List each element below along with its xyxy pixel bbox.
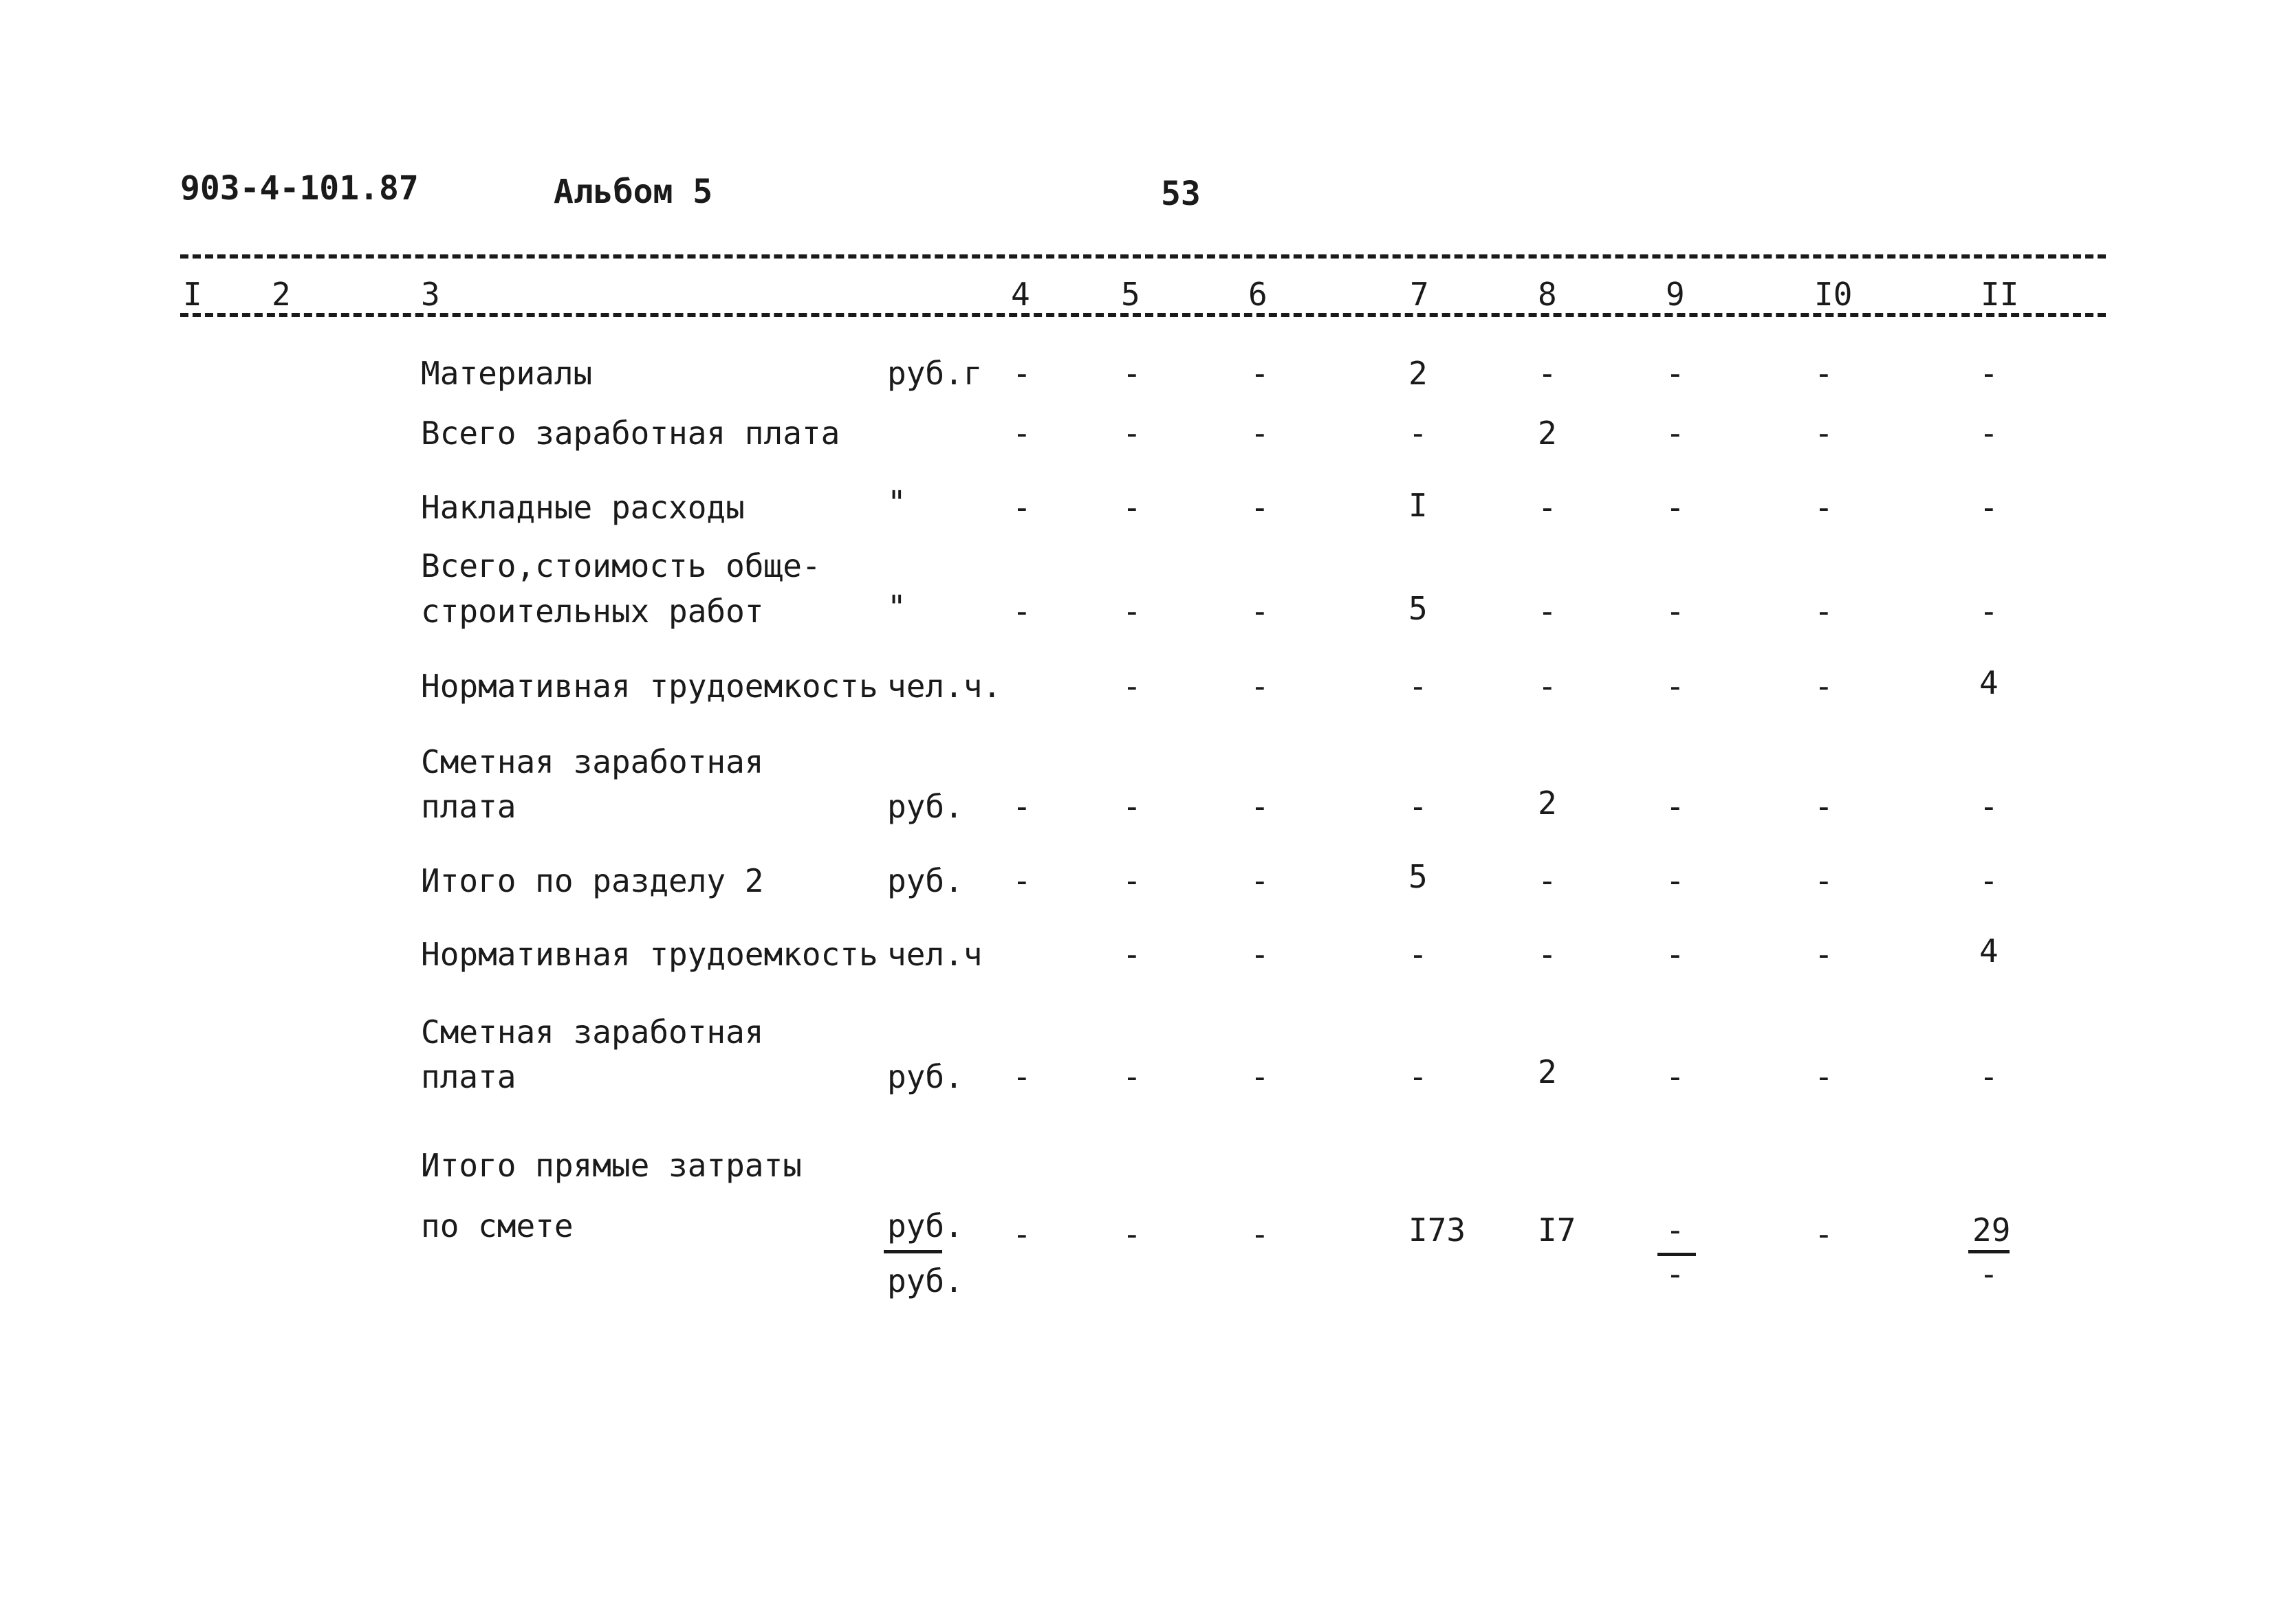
col-number-5: 5 (1121, 276, 1140, 313)
row-label: плата (421, 788, 516, 825)
cell-col10: - (1814, 593, 1833, 630)
cell-col7: - (1408, 1058, 1428, 1095)
row-unit-2: руб. (887, 1262, 964, 1299)
cell-col6: - (1250, 355, 1270, 392)
row-label: по смете (421, 1207, 574, 1244)
row-unit: " (887, 484, 906, 521)
cell-col7: I73 (1408, 1211, 1466, 1249)
cell-col11: - (1979, 788, 1999, 825)
row-label-line1: Итого прямые затраты (421, 1147, 802, 1184)
cell-col5: - (1122, 489, 1142, 526)
cell-col5: - (1122, 1058, 1142, 1095)
col-number-1: I (183, 276, 202, 313)
cell-col8: I7 (1538, 1211, 1576, 1249)
cell-col8: - (1538, 489, 1557, 526)
cell-col6: - (1250, 788, 1270, 825)
cell-col9: - (1666, 1058, 1685, 1095)
cell-col5: - (1122, 862, 1142, 899)
cell-col4: - (1012, 593, 1032, 630)
cell-col6: - (1250, 489, 1270, 526)
bottom-dashed-rule (180, 313, 2106, 317)
cell-col8: 2 (1538, 1053, 1557, 1090)
row-label-line1: Сметная заработная (421, 743, 764, 780)
col-number-7: 7 (1410, 276, 1429, 313)
cell-col6: - (1250, 862, 1270, 899)
cell-col11: - (1979, 862, 1999, 899)
cell-col6: - (1250, 593, 1270, 630)
row-label: плата (421, 1058, 516, 1095)
cell-col9: - (1666, 668, 1685, 705)
cell-col4: - (1012, 355, 1032, 392)
cell-col6: - (1250, 1216, 1270, 1253)
cell-col9-lower: - (1666, 1255, 1685, 1293)
row-label: Материалы (421, 355, 593, 392)
col-number-9: 9 (1666, 276, 1685, 313)
cell-col5: - (1122, 593, 1142, 630)
top-dashed-rule (180, 254, 2106, 259)
cell-col9: - (1666, 489, 1685, 526)
cell-col11: - (1979, 593, 1999, 630)
cell-col10: - (1814, 489, 1833, 526)
cell-col8: 2 (1538, 784, 1557, 822)
cell-col7: - (1408, 936, 1428, 973)
row-unit: " (887, 589, 906, 626)
unit-fraction-line (884, 1250, 942, 1253)
row-unit: руб. (887, 862, 964, 899)
col-number-10: I0 (1814, 276, 1853, 313)
cell-col7: 5 (1408, 590, 1428, 627)
cell-col10: - (1814, 862, 1833, 899)
cell-col8: - (1538, 936, 1557, 973)
row-unit: руб. (887, 788, 964, 825)
cell-col5: - (1122, 668, 1142, 705)
cell-col4: - (1012, 788, 1032, 825)
cell-col11: - (1979, 355, 1999, 392)
cell-col5: - (1122, 1216, 1142, 1253)
cell-col9: - (1666, 415, 1685, 452)
cell-col4: - (1012, 489, 1032, 526)
row-label: Нормативная трудоемкость (421, 668, 878, 705)
cell-col11: - (1979, 489, 1999, 526)
cell-col4: - (1012, 415, 1032, 452)
cell-col5: - (1122, 788, 1142, 825)
cell-col4: - (1012, 1216, 1032, 1253)
album-label: Альбом 5 (554, 173, 713, 211)
cell-col8: - (1538, 862, 1557, 899)
cell-col7: - (1408, 668, 1428, 705)
cell-col8: - (1538, 593, 1557, 630)
row-label: Накладные расходы (421, 489, 745, 526)
cell-col4: - (1012, 1058, 1032, 1095)
cell-col9: - (1666, 788, 1685, 825)
cell-col9: - (1666, 1211, 1685, 1249)
cell-col6: - (1250, 668, 1270, 705)
cell-col6: - (1250, 1058, 1270, 1095)
row-label: строительных работ (421, 593, 764, 630)
cell-col10: - (1814, 936, 1833, 973)
cell-col8: - (1538, 668, 1557, 705)
cell-col10: - (1814, 668, 1833, 705)
col-number-2: 2 (272, 276, 291, 313)
cell-col11: 4 (1979, 664, 1999, 701)
cell-col9: - (1666, 593, 1685, 630)
cell-col11: - (1979, 415, 1999, 452)
cell-col10: - (1814, 788, 1833, 825)
row-unit: руб. (887, 1207, 964, 1244)
cell-col8: - (1538, 355, 1557, 392)
cell-col9: - (1666, 936, 1685, 973)
cell-col7: - (1408, 415, 1428, 452)
cell-col11: - (1979, 1058, 1999, 1095)
row-unit: чел.ч. (887, 668, 1002, 705)
cell-col6: - (1250, 936, 1270, 973)
col-number-8: 8 (1538, 276, 1557, 313)
cell-col8: 2 (1538, 415, 1557, 452)
col-number-6: 6 (1248, 276, 1267, 313)
cell-col11-lower: - (1979, 1255, 1999, 1293)
row-label: Итого по разделу 2 (421, 862, 764, 899)
col-number-11: II (1981, 276, 2019, 313)
cell-col10: - (1814, 1058, 1833, 1095)
cell-col11: 4 (1979, 932, 1999, 969)
row-unit: руб.г (887, 355, 983, 392)
col11-fraction-line (1968, 1250, 2010, 1253)
row-label-line1: Сметная заработная (421, 1013, 764, 1051)
cell-col5: - (1122, 415, 1142, 452)
cell-col7: I (1408, 487, 1428, 524)
cell-col9: - (1666, 862, 1685, 899)
cell-col5: - (1122, 936, 1142, 973)
row-unit: чел.ч (887, 936, 983, 973)
row-label: Всего заработная плата (421, 415, 840, 452)
document-code: 903-4-101.87 (180, 169, 419, 208)
cell-col11: 29 (1972, 1211, 2011, 1249)
cell-col7: 5 (1408, 858, 1428, 895)
page-number: 53 (1161, 175, 1201, 213)
cell-col9: - (1666, 355, 1685, 392)
row-label: Нормативная трудоемкость (421, 936, 878, 973)
row-unit: руб. (887, 1058, 964, 1095)
cell-col10: - (1814, 415, 1833, 452)
cell-col5: - (1122, 355, 1142, 392)
col-number-3: 3 (421, 276, 440, 313)
cell-col10: - (1814, 1216, 1833, 1253)
cell-col4: - (1012, 862, 1032, 899)
cell-col10: - (1814, 355, 1833, 392)
cell-col7: 2 (1408, 355, 1428, 392)
cell-col6: - (1250, 415, 1270, 452)
row-label-line1: Всего,стоимость обще- (421, 547, 821, 584)
col-number-4: 4 (1011, 276, 1030, 313)
cell-col7: - (1408, 788, 1428, 825)
